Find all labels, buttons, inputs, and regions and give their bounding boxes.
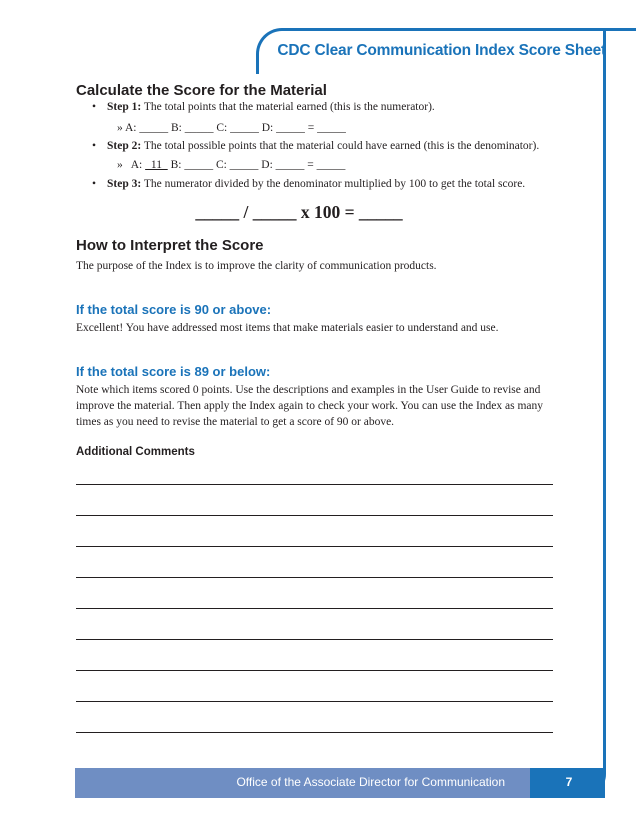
comment-line[interactable] <box>76 546 553 547</box>
step-3-text: The numerator divided by the denominator multiplied by 100 to get the total score. <box>141 178 526 190</box>
comment-line[interactable] <box>76 670 553 671</box>
interpret-intro: The purpose of the Index is to improve the clarity of communication products. <box>76 260 437 272</box>
step-2-rest: B: _____ C: _____ D: _____ = _____ <box>167 159 346 171</box>
step-1-fields: » A: _____ B: _____ C: _____ D: _____ = _____ <box>117 122 346 134</box>
step-1-label: Step 1: <box>107 101 142 113</box>
low-score-heading: If the total score is 89 or below: <box>76 364 271 379</box>
score-formula: _____ / _____ x 100 = _____ <box>195 202 403 222</box>
high-score-text: Excellent! You have addressed most items that make materials easier to understand and use. <box>76 322 499 334</box>
comment-line[interactable] <box>76 577 553 578</box>
step-1 <box>92 101 435 113</box>
interpret-heading: How to Interpret the Score <box>76 237 264 254</box>
step-1-text: The total points that the material earned (this is the numerator). <box>141 101 435 113</box>
comment-line[interactable] <box>76 639 553 640</box>
footer-office: Office of the Associate Director for Communication <box>236 775 505 789</box>
step-3 <box>92 178 525 190</box>
step-2-a-value: 11 <box>145 159 168 171</box>
additional-comments-heading: Additional Comments <box>76 446 195 458</box>
bullet-icon: • <box>92 140 97 152</box>
comment-line[interactable] <box>76 515 553 516</box>
step-2-fields <box>117 159 345 171</box>
header-title: CDC Clear Communication Index Score Sheet <box>277 42 606 59</box>
comment-line[interactable] <box>76 484 553 485</box>
comment-line[interactable] <box>76 732 553 733</box>
step-2 <box>92 140 539 152</box>
step-3-label: Step 3: <box>107 178 142 190</box>
page-frame-right <box>603 28 606 768</box>
step-2-text: The total possible points that the material could have earned (this is the denominator). <box>141 140 540 152</box>
low-score-text: Note which items scored 0 points. Use the descriptions and examples in the User Guide to revise and improve the material. Then apply the Index again to check your work. You can use the Index as many times as you need to revise the material to get a score of 90 or above. <box>76 384 544 428</box>
step-2-a-label: » A: <box>117 159 146 171</box>
comment-line[interactable] <box>76 608 553 609</box>
high-score-heading: If the total score is 90 or above: <box>76 302 272 317</box>
step-2-label: Step 2: <box>107 140 142 152</box>
bullet-icon: • <box>92 101 97 113</box>
calc-heading: Calculate the Score for the Material <box>76 82 327 99</box>
page-number: 7 <box>565 775 573 789</box>
comment-line[interactable] <box>76 701 553 702</box>
bullet-icon: • <box>92 178 97 190</box>
